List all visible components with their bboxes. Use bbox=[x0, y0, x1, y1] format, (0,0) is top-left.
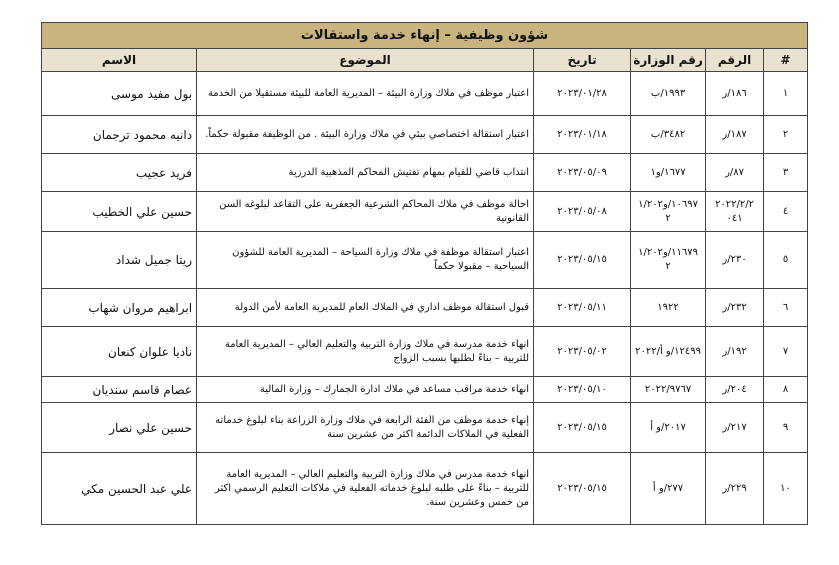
row-ministry-no: ٢٧٧/و أ bbox=[631, 453, 706, 525]
row-subject: اعتبار استقالة اختصاصي بيئي في ملاك وزارة البيئة . من الوظيفة مقبولة حكماً. bbox=[197, 116, 534, 154]
row-subject: انهاء خدمة مدرس في ملاك وزارة التربية والتعليم العالي – المديرية العامة للتربية – بناءً على طلبه لبلوغ خدماته الفعلية في ملاكات التعليم الرسمي اكثر من خمس وعشرين سنة. bbox=[197, 453, 534, 525]
row-name: حسين علي نصار bbox=[42, 403, 197, 453]
row-ministry-no: ٣٤٨٢/ب bbox=[631, 116, 706, 154]
document-table bbox=[41, 22, 808, 525]
row-date: ٢٠٢٣/٠١/٢٨ bbox=[534, 72, 631, 116]
row-index: ١ bbox=[764, 72, 808, 116]
table-row bbox=[42, 232, 808, 289]
row-subject: قبول استقالة موظف اداري في الملاك العام للمديرية العامة لأمن الدولة bbox=[197, 289, 534, 327]
table-row bbox=[42, 327, 808, 377]
row-index: ٢ bbox=[764, 116, 808, 154]
row-index: ٨ bbox=[764, 377, 808, 403]
column-header-ref: الرقم bbox=[706, 49, 764, 72]
row-ministry-no: ٢٠٢٢/٩٧٦٧ bbox=[631, 377, 706, 403]
row-ref: ٢٢٩/ر bbox=[706, 453, 764, 525]
row-index: ٣ bbox=[764, 154, 808, 192]
row-ministry-no: ٢٠١٧/و أ bbox=[631, 403, 706, 453]
row-date: ٢٠٢٣/٠٥/٠٢ bbox=[534, 327, 631, 377]
row-ref: ٨٧/ر bbox=[706, 154, 764, 192]
row-name: حسين علي الخطيب bbox=[42, 192, 197, 232]
row-index: ٤ bbox=[764, 192, 808, 232]
row-name: بول مفيد موسى bbox=[42, 72, 197, 116]
table-row bbox=[42, 453, 808, 525]
table-row bbox=[42, 403, 808, 453]
row-name: ريتا جميل شداد bbox=[42, 232, 197, 289]
column-header-ministry-no: رقم الوزارة bbox=[631, 49, 706, 72]
table-row bbox=[42, 192, 808, 232]
table-row bbox=[42, 377, 808, 403]
table-row bbox=[42, 289, 808, 327]
row-index: ٩ bbox=[764, 403, 808, 453]
row-subject: انهاء خدمة مدرسة في ملاك وزارة التربية والتعليم العالي – المديرية العامة للتربية – بناءً لطلبها بسبب الزواج bbox=[197, 327, 534, 377]
row-subject: اعتبار استقالة موظفة في ملاك وزارة السياحة – المديرية العامة للشؤون السياحية – مقبولا حكماً bbox=[197, 232, 534, 289]
row-subject: احالة موظف في ملاك المحاكم الشرعية الجعفرية على التقاعد لبلوغه السن القانونية bbox=[197, 192, 534, 232]
row-ref: ٢٣٠/ر bbox=[706, 232, 764, 289]
row-name: دانيه محمود ترجمان bbox=[42, 116, 197, 154]
row-subject: انهاء خدمة مراقب مساعد في ملاك ادارة الجمارك – وزارة المالية bbox=[197, 377, 534, 403]
row-date: ٢٠٢٣/٠٥/١٥ bbox=[534, 453, 631, 525]
document-title: شؤون وظيفية – إنهاء خدمة واستقالات bbox=[42, 23, 808, 49]
row-date: ٢٠٢٣/٠١/١٨ bbox=[534, 116, 631, 154]
column-header-date: تاريخ bbox=[534, 49, 631, 72]
row-ministry-no: ١١٦٧٩/و١/٢٠٢ ٢ bbox=[631, 232, 706, 289]
row-ref: ٢٣٢/ر bbox=[706, 289, 764, 327]
column-header-index: # bbox=[764, 49, 808, 72]
row-ref: ٢٠٢٢/٢/٢ ٠٤١ bbox=[706, 192, 764, 232]
row-ministry-no: ١٦٧٧/و١ bbox=[631, 154, 706, 192]
row-ministry-no: ١٩٢٢ bbox=[631, 289, 706, 327]
table-row bbox=[42, 154, 808, 192]
row-index: ٥ bbox=[764, 232, 808, 289]
column-header-row bbox=[42, 49, 808, 72]
row-name: فريد عجيب bbox=[42, 154, 197, 192]
row-ministry-no: ١٠٦٩٧/و١/٢٠٢ ٢ bbox=[631, 192, 706, 232]
row-ref: ١٩٢/ر bbox=[706, 327, 764, 377]
row-subject: إنهاء خدمة موظف من الفئة الرابعة في ملاك وزارة الزراعة بناء لبلوغ خدماته الفعلية في الملاكات الدائمة اكثر من عشرين سنة bbox=[197, 403, 534, 453]
row-ref: ١٨٧/ر bbox=[706, 116, 764, 154]
row-name: ابراهيم مروان شهاب bbox=[42, 289, 197, 327]
row-date: ٢٠٢٣/٠٥/١٥ bbox=[534, 232, 631, 289]
row-date: ٢٠٢٣/٠٥/١٥ bbox=[534, 403, 631, 453]
row-ref: ٢١٧/ر bbox=[706, 403, 764, 453]
row-ref: ٢٠٤/ر bbox=[706, 377, 764, 403]
table-row bbox=[42, 72, 808, 116]
table-row bbox=[42, 116, 808, 154]
column-header-subject: الموضوع bbox=[197, 49, 534, 72]
row-name: علي عبد الحسين مكي bbox=[42, 453, 197, 525]
row-index: ٧ bbox=[764, 327, 808, 377]
row-ref: ١٨٦/ر bbox=[706, 72, 764, 116]
row-date: ٢٠٢٣/٠٥/٠٨ bbox=[534, 192, 631, 232]
row-ministry-no: ١٢٤٩٩/و أ/٢٠٢٢ bbox=[631, 327, 706, 377]
row-subject: انتداب قاضي للقيام بمهام تفتيش المحاكم المذهبية الدرزية bbox=[197, 154, 534, 192]
row-date: ٢٠٢٣/٠٥/٠٩ bbox=[534, 154, 631, 192]
row-name: عصام قاسم سنديان bbox=[42, 377, 197, 403]
row-subject: اعتبار موظف في ملاك وزارة البيئة – المديرية العامة للبيئة مستقيلا من الخدمة bbox=[197, 72, 534, 116]
row-name: ناديا علوان كنعان bbox=[42, 327, 197, 377]
row-index: ٦ bbox=[764, 289, 808, 327]
row-index: ١٠ bbox=[764, 453, 808, 525]
row-date: ٢٠٢٣/٠٥/١٠ bbox=[534, 377, 631, 403]
row-ministry-no: ١٩٩٣/ب bbox=[631, 72, 706, 116]
column-header-name: الاسم bbox=[42, 49, 197, 72]
row-date: ٢٠٢٣/٠٥/١١ bbox=[534, 289, 631, 327]
